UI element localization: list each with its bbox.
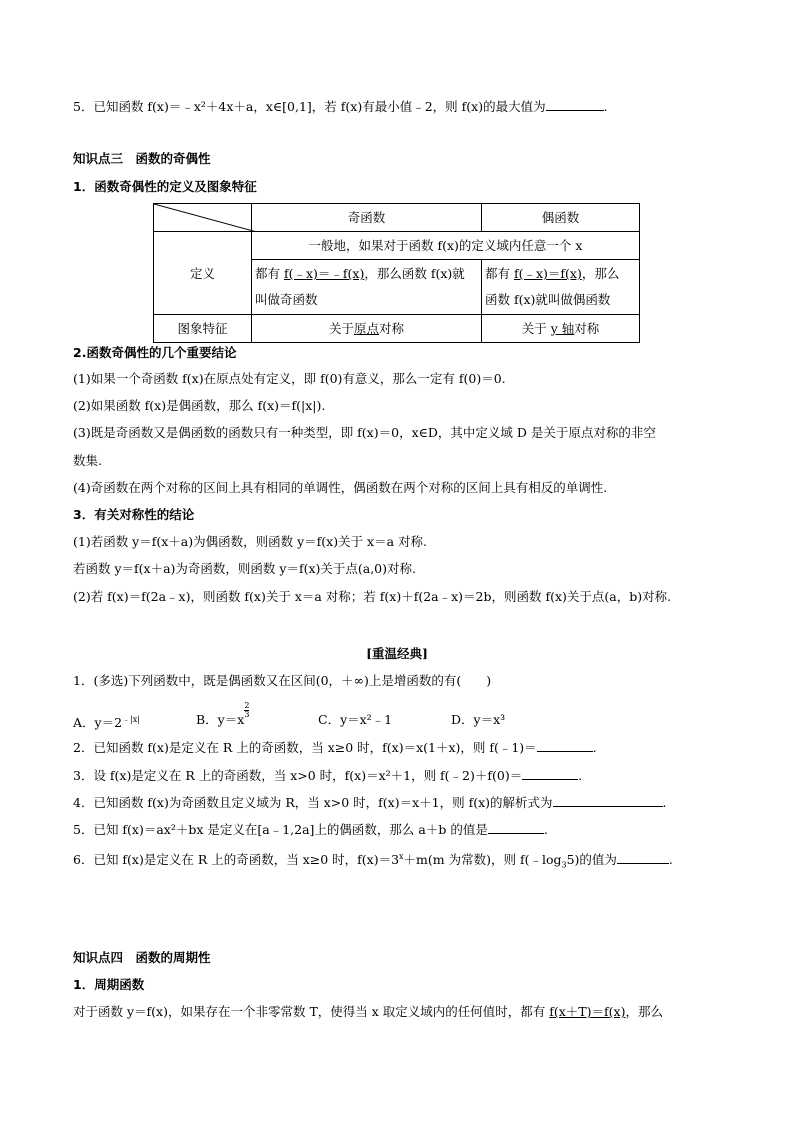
q5-number: 5．	[73, 99, 94, 114]
q1-option-b: B．$y=x\frac{2}{3}$	[196, 701, 250, 727]
review-q4: 4．已知函数 f(x)为奇函数且定义域为 R，当 x>0 时，f(x)＝x＋1，则 f(x)的解析式为 .	[73, 795, 667, 810]
answer-blank	[546, 97, 604, 111]
row-label-definition: 定义	[154, 232, 252, 315]
q1-option-c: C．y＝x²﹣1	[318, 712, 393, 727]
section-title-k4: 知识点四 函数的周期性	[73, 950, 211, 965]
subsection-title: 3．有关对称性的结论	[73, 507, 195, 522]
header-odd: 奇函数	[252, 204, 482, 232]
subsection-title: 2.函数奇偶性的几个重要结论	[73, 345, 237, 360]
conclusion-1: (1)如果一个奇函数 f(x)在原点处有定义，即 f(0)有意义，那么一定有 f(0)＝0.	[73, 371, 506, 386]
q1-option-a: A．$y=2^{﹣|x|}$	[73, 715, 140, 731]
answer-blank	[488, 820, 544, 834]
review-q2: 2．已知函数 f(x)是定义在 R 上的奇函数，当 x≥0 时，f(x)＝x(1＋x)，则 f(﹣1)＝ .	[73, 740, 597, 755]
review-q6: 6．已知 f(x)是定义在 R 上的奇函数，当 x≥0 时，$f(x)=3^x+m(m$ 为常数)，则 $f(﹣\log_35)$的值为 .	[73, 852, 673, 870]
def-common: 一般地，如果对于函数 f(x)的定义域内任意一个 x	[252, 232, 640, 260]
symmetry-3: (2)若 f(x)＝f(2a﹣x)，则函数 f(x)关于 x＝a 对称；若 f(x)＋f(2a﹣x)＝2b，则函数 f(x)关于点(a，b)对称.	[73, 589, 672, 604]
even-definition: 都有 f(﹣x)＝f(x)，那么 函数 f(x)就叫做偶函数	[482, 260, 640, 315]
answer-blank	[553, 793, 663, 807]
q1-option-d: D．y＝x³	[451, 712, 506, 727]
review-title: [重温经典]	[366, 646, 428, 661]
conclusion-3a: (3)既是奇函数又是偶函数的函数只有一种类型，即 f(x)＝0，x∈D，其中定义域 D 是关于原点对称的非空	[73, 425, 656, 440]
parity-table	[153, 203, 640, 343]
review-q3: 3．设 f(x)是定义在 R 上的奇函数，当 x>0 时，f(x)＝x²＋1，则 f(﹣2)＋f(0)＝ .	[73, 768, 583, 783]
even-equation: f(﹣x)＝f(x)	[513, 266, 582, 281]
question-5-top: 5．已知函数 f(x)＝﹣x²＋4x＋a，x∈[0,1]，若 f(x)有最小值﹣2，则 f(x)的最大值为 .	[73, 99, 608, 114]
table-corner-cell	[154, 204, 252, 232]
review-q5: 5．已知 f(x)＝ax²＋bx 是定义在[a﹣1,2a]上的偶函数，那么 a＋b 的值是 .	[73, 822, 548, 837]
answer-blank	[537, 738, 593, 752]
diagonal-line-icon	[154, 204, 257, 232]
answer-blank	[617, 850, 669, 864]
odd-equation: f(﹣x)＝﹣f(x)	[283, 266, 365, 281]
conclusion-4: (4)奇函数在两个对称的区间上具有相同的单调性，偶函数在两个对称的区间上具有相反的单调性.	[73, 480, 608, 495]
section-title-k3: 知识点三 函数的奇偶性	[73, 151, 211, 166]
even-graph: 关于 y 轴对称	[482, 315, 640, 343]
subsection-title: 1．周期函数	[73, 977, 145, 992]
odd-graph: 关于原点对称	[252, 315, 482, 343]
symmetry-2: 若函数 y＝f(x＋a)为奇函数，则函数 y＝f(x)关于点(a,0)对称.	[73, 561, 416, 576]
periodic-definition: 对于函数 y＝f(x)，如果存在一个非零常数 T，使得当 x 取定义域内的任何值时，都有 f(x＋T)＝f(x)，那么	[73, 1004, 663, 1019]
symmetry-1: (1)若函数 y＝f(x＋a)为偶函数，则函数 y＝f(x)关于 x＝a 对称.	[73, 534, 428, 549]
header-even: 偶函数	[482, 204, 640, 232]
conclusion-2: (2)如果函数 f(x)是偶函数，那么 f(x)＝f(|x|).	[73, 398, 326, 413]
review-q1: 1．(多选)下列函数中，既是偶函数又在区间(0，＋∞)上是增函数的有( )	[73, 673, 492, 688]
conclusion-3b: 数集.	[73, 453, 102, 468]
subsection-title: 1．函数奇偶性的定义及图象特征	[73, 179, 257, 194]
answer-blank	[522, 766, 578, 780]
q5-text: 已知函数 f(x)＝﹣x²＋4x＋a，x∈[0,1]，若 f(x)有最小值﹣2，则 f(x)的最大值为	[93, 99, 546, 114]
odd-definition: 都有 f(﹣x)＝﹣f(x)，那么函数 f(x)就 叫做奇函数	[252, 260, 482, 315]
row-label-graph: 图象特征	[154, 315, 252, 343]
